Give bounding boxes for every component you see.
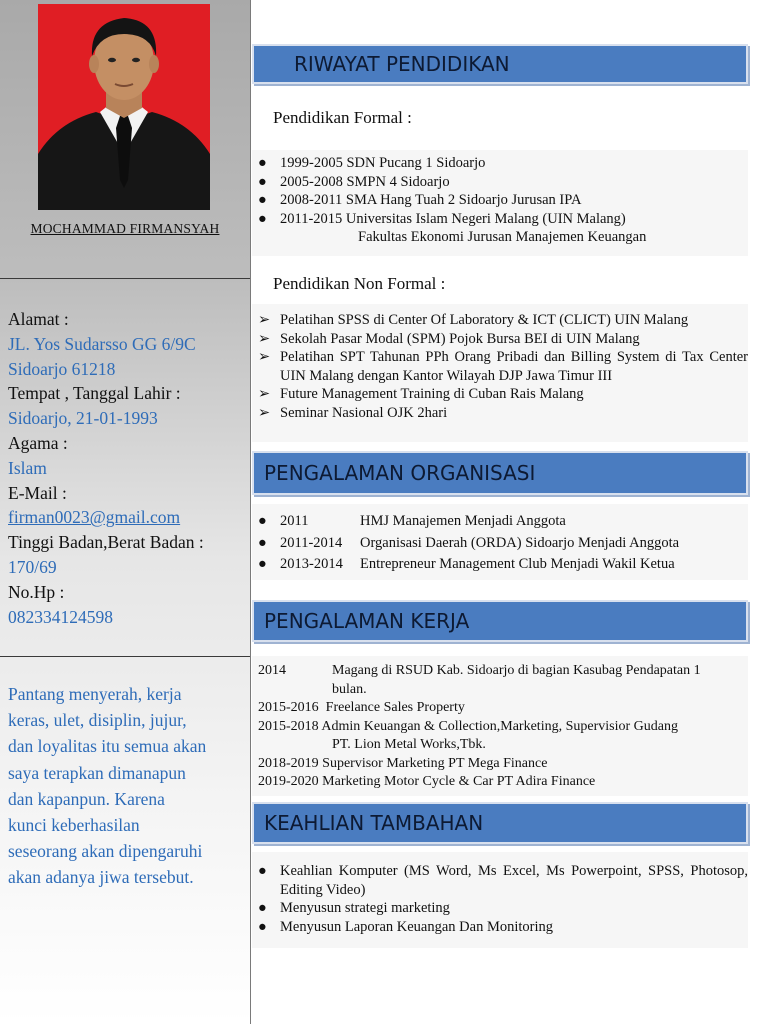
motto-line: keras, ulet, disiplin, jujur,: [8, 710, 187, 731]
bullet-dot-icon: ●: [258, 155, 267, 171]
motto-line: dan loyalitas itu semua akan: [8, 736, 207, 757]
formal-education-label: Pendidikan Formal :: [273, 108, 412, 127]
nonformal-education-list: [254, 311, 748, 422]
arrow-bullet-icon: ➢: [258, 404, 271, 421]
list-item: ● Menyusun strategi marketing: [258, 900, 450, 916]
arrow-bullet-icon: ➢: [258, 349, 271, 365]
list-item-continuation: Fakultas Ekonomi Jurusan Manajemen Keuangan: [358, 229, 647, 245]
profile-photo: [38, 4, 210, 210]
motto-line: seseorang akan dipengaruhi: [8, 841, 203, 862]
motto-line: saya terapkan dimanapun: [8, 762, 186, 783]
list-item: ● 1999-2005 SDN Pucang 1 Sidoarjo: [258, 155, 486, 171]
address-line-2: Sidoarjo 61218: [8, 358, 116, 379]
arrow-bullet-icon: ➢: [258, 386, 271, 402]
list-item: ● 2005-2008 SMPN 4 Sidoarjo: [258, 173, 450, 190]
sidebar-divider: [0, 278, 250, 279]
table-row: 2014 Magang di RSUD Kab. Sidoarjo di bagian Kasubag Pendapatan 1: [258, 663, 701, 678]
organisasi-list: [254, 511, 748, 576]
list-item: ● 2008-2011 SMA Hang Tuah 2 Sidoarjo Jurusan IPA: [258, 192, 582, 208]
section-title: PENGALAMAN KERJA: [264, 609, 470, 633]
address-line-1: JL. Yos Sudarsso GG 6/9C: [8, 333, 196, 354]
motto-line: Pantang menyerah, kerja: [8, 684, 182, 704]
list-item: ➢ Pelatihan SPSS di Center Of Laboratory & ICT (CLICT) UIN Malang: [258, 312, 689, 328]
list-item: ● Keahlian Komputer (MS Word, Ms Excel, Ms Powerpoint, SPSS, Photosop, Editing Video): [258, 863, 748, 898]
bullet-dot-icon: ●: [258, 863, 267, 879]
table-row: 2015-2016 Freelance Sales Property: [258, 700, 465, 715]
bullet-dot-icon: ●: [258, 513, 267, 529]
religion-value: Islam: [8, 457, 47, 478]
table-row: 2018-2019 Supervisor Marketing PT Mega Finance: [258, 755, 548, 771]
birth-value: Sidoarjo, 21-01-1993: [8, 408, 158, 429]
bullet-dot-icon: ●: [258, 192, 267, 208]
bullet-dot-icon: ●: [258, 918, 267, 935]
profile-sidebar: [0, 0, 251, 1024]
list-item: ● 2013-2014 Entrepreneur Management Club Menjadi Wakil Ketua: [254, 554, 748, 576]
profile-name: MOCHAMMAD FIRMANSYAH: [30, 221, 220, 236]
email-link[interactable]: firman0023@gmail.com: [8, 507, 181, 528]
arrow-bullet-icon: ➢: [258, 330, 271, 347]
bullet-dot-icon: ●: [258, 556, 267, 572]
phone-label: No.Hp :: [8, 581, 65, 602]
height-weight-value: 170/69: [8, 556, 57, 577]
sidebar-divider: [0, 656, 250, 657]
list-item: ● 2011-2014 Organisasi Daerah (ORDA) Sidoarjo Menjadi Anggota: [254, 533, 748, 555]
address-label: Alamat :: [8, 309, 69, 329]
section-header-pendidikan: [252, 44, 748, 84]
personal-info: [8, 307, 248, 629]
bullet-dot-icon: ●: [258, 173, 267, 190]
phone-value: 082334124598: [8, 606, 113, 627]
birth-label: Tempat , Tanggal Lahir :: [8, 383, 181, 404]
formal-education-list: [254, 154, 748, 247]
section-title: RIWAYAT PENDIDIKAN: [294, 52, 510, 76]
section-title: KEAHLIAN TAMBAHAN: [264, 811, 484, 835]
list-item: ➢ Pelatihan SPT Tahunan PPh Orang Pribadi dan Billing System di Tax Center UIN Malang dengan Kantor Wilayah DJP Jawa Timur III: [258, 349, 748, 384]
list-item: ➢ Seminar Nasional OJK 2hari: [258, 404, 448, 421]
motto-line: akan adanya jiwa tersebut.: [8, 867, 194, 888]
table-row: 2019-2020 Marketing Motor Cycle & Car PT Adira Finance: [258, 774, 596, 789]
section-title: PENGALAMAN ORGANISASI: [264, 461, 536, 485]
religion-label: Agama :: [8, 432, 68, 453]
table-row: PT. Lion Metal Works,Tbk.: [332, 737, 486, 752]
list-item: ➢ Sekolah Pasar Modal (SPM) Pojok Bursa BEI di UIN Malang: [258, 330, 640, 347]
keahlian-list: [254, 862, 748, 936]
bullet-dot-icon: ●: [258, 534, 267, 551]
arrow-bullet-icon: ➢: [258, 312, 271, 328]
table-row: bulan.: [332, 681, 367, 697]
table-row: 2015-2018 Admin Keuangan & Collection,Marketing, Supervisior Gudang: [258, 718, 678, 734]
height-weight-label: Tinggi Badan,Berat Badan :: [8, 532, 204, 553]
bullet-dot-icon: ●: [258, 900, 267, 916]
motto-text: [8, 681, 248, 891]
kerja-table: [258, 662, 744, 792]
section-header-keahlian: [252, 802, 748, 844]
email-label: E-Mail :: [8, 482, 67, 503]
list-item: ● 2011-2015 Universitas Islam Negeri Malang (UIN Malang): [258, 210, 626, 227]
list-item: ➢ Future Management Training di Cuban Rais Malang: [258, 386, 584, 402]
list-item: ● 2011 HMJ Manajemen Menjadi Anggota: [254, 511, 748, 533]
motto-line: dan kapanpun. Karena: [8, 788, 165, 809]
section-header-kerja: [252, 600, 748, 642]
nonformal-education-label: Pendidikan Non Formal :: [273, 274, 446, 293]
list-item: ● Menyusun Laporan Keuangan Dan Monitoring: [258, 918, 554, 935]
bullet-dot-icon: ●: [258, 210, 267, 227]
section-header-organisasi: [252, 451, 748, 495]
motto-line: kunci keberhasilan: [8, 815, 140, 836]
